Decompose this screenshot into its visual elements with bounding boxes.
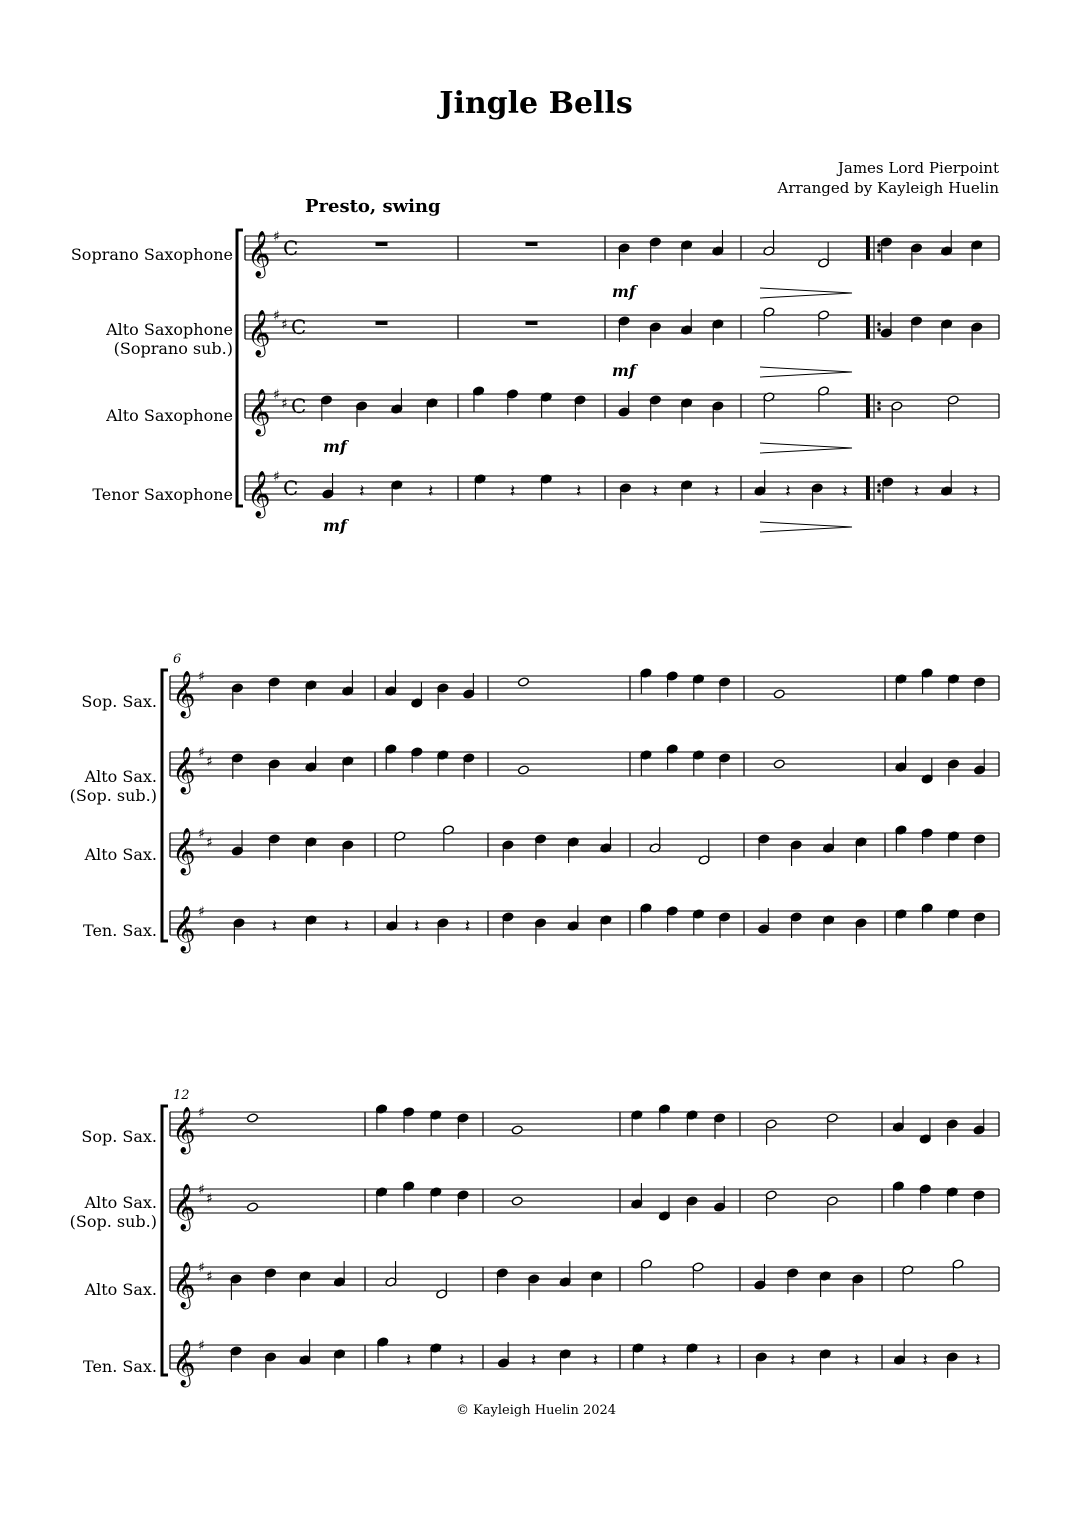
instrument-name-line: Alto Sax. (84, 845, 157, 864)
quarter-rest: 𝄽 (785, 481, 791, 502)
treble-clef: 𝄞 (172, 1107, 196, 1153)
sharp-accidental: ♯ (198, 745, 205, 761)
treble-clef: 𝄞 (172, 1184, 196, 1230)
measure-number: 12 (173, 1088, 190, 1103)
time-signature: C (283, 236, 299, 260)
time-signature: C (291, 315, 307, 339)
dynamic-mf: mf (612, 282, 636, 301)
instrument-name-line: Ten. Sax. (83, 1357, 157, 1376)
decrescendo-hairpin (760, 367, 852, 377)
treble-clef: 𝄞 (172, 747, 196, 793)
multi-rest (376, 321, 388, 325)
instrument-name-line: (Soprano sub.) (113, 339, 233, 358)
note-head (773, 689, 785, 699)
treble-clef: 𝄞 (172, 1340, 196, 1386)
note-head (511, 1196, 523, 1206)
instrument-name-line: Tenor Saxophone (92, 485, 233, 504)
dynamic-mf: mf (323, 516, 347, 535)
repeat-dot (877, 243, 881, 247)
repeat-dot (877, 328, 881, 332)
treble-clef: 𝄞 (172, 906, 196, 952)
sharp-accidental: ♯ (273, 387, 280, 403)
tempo-marking: Presto, swing (305, 196, 441, 217)
time-signature: C (283, 476, 299, 500)
treble-clef: 𝄞 (172, 828, 196, 874)
quarter-rest: 𝄽 (913, 481, 920, 502)
system-bracket (162, 670, 168, 941)
page-title: Jingle Bells (439, 86, 633, 121)
note-head (773, 759, 785, 769)
instrument-name-line: Ten. Sax. (83, 921, 157, 940)
treble-clef: 𝄞 (172, 671, 196, 717)
quarter-rest: 𝄽 (713, 481, 720, 502)
repeat-thick-bar (866, 394, 870, 418)
arranger: Arranged by Kayleigh Huelin (777, 179, 999, 197)
instrument-name-line: Alto Sax. (84, 1280, 157, 1299)
instrument-name-line: Soprano Saxophone (70, 245, 233, 264)
multi-rest (526, 242, 538, 246)
quarter-rest: 𝄽 (509, 481, 516, 502)
repeat-dot (877, 407, 881, 411)
quarter-rest: 𝄽 (343, 916, 350, 937)
quarter-rest: 𝄽 (427, 481, 434, 502)
sharp-accidental: ♯ (198, 1338, 205, 1354)
multi-rest (376, 242, 388, 246)
treble-clef: 𝄞 (247, 471, 271, 517)
dynamic-mf: mf (612, 361, 636, 380)
quarter-rest: 𝄽 (458, 1350, 465, 1371)
sharp-accidental: ♯ (198, 1182, 205, 1198)
note-head (518, 765, 530, 775)
treble-clef: 𝄞 (247, 310, 271, 356)
treble-clef: 𝄞 (172, 1262, 196, 1308)
quarter-rest: 𝄽 (405, 1350, 412, 1371)
instrument-name-line: Sop. Sax. (81, 692, 157, 711)
repeat-dot (877, 322, 881, 326)
quarter-rest: 𝄽 (464, 916, 471, 937)
instrument-name-line: (Sop. sub.) (69, 1212, 157, 1231)
sharp-accidental: ♯ (198, 904, 205, 920)
sharp-accidental: ♯ (206, 835, 213, 851)
sharp-accidental: ♯ (281, 317, 288, 333)
decrescendo-hairpin (760, 443, 852, 453)
repeat-dot (877, 249, 881, 253)
instrument-name-line: Alto Sax. (84, 767, 157, 786)
dynamic-mf: mf (323, 437, 347, 456)
quarter-rest: 𝄽 (715, 1350, 722, 1371)
quarter-rest: 𝄽 (853, 1350, 860, 1371)
note-head (518, 677, 530, 687)
sharp-accidental: ♯ (206, 1191, 213, 1207)
treble-clef: 𝄞 (247, 389, 271, 435)
system-bracket (162, 1106, 168, 1375)
composer: James Lord Pierpoint (837, 159, 999, 177)
repeat-thick-bar (866, 315, 870, 339)
quarter-rest: 𝄽 (652, 481, 659, 502)
sharp-accidental: ♯ (273, 308, 280, 324)
sharp-accidental: ♯ (198, 1260, 205, 1276)
quarter-rest: 𝄽 (271, 916, 278, 937)
repeat-thick-bar (866, 476, 870, 500)
sharp-accidental: ♯ (198, 826, 205, 842)
sharp-accidental: ♯ (198, 669, 205, 685)
sharp-accidental: ♯ (273, 469, 280, 485)
quarter-rest: 𝄽 (922, 1350, 928, 1371)
instrument-name-line: Alto Saxophone (106, 406, 233, 425)
copyright: © Kayleigh Huelin 2024 (455, 1403, 617, 1418)
quarter-rest: 𝄽 (661, 1350, 668, 1371)
decrescendo-hairpin (760, 522, 852, 532)
instrument-name-line: Alto Saxophone (106, 320, 233, 339)
sharp-accidental: ♯ (206, 1269, 213, 1285)
note-head (247, 1202, 259, 1212)
quarter-rest: 𝄽 (576, 481, 582, 502)
sharp-accidental: ♯ (206, 754, 213, 770)
repeat-dot (877, 483, 881, 487)
instrument-name-line: Alto Sax. (84, 1193, 157, 1212)
quarter-rest: 𝄽 (975, 1350, 981, 1371)
quarter-rest: 𝄽 (531, 1350, 537, 1371)
note-head (247, 1113, 259, 1123)
quarter-rest: 𝄽 (842, 481, 848, 502)
repeat-thick-bar (866, 236, 870, 260)
quarter-rest: 𝄽 (359, 481, 365, 502)
time-signature: C (291, 394, 307, 418)
decrescendo-hairpin (760, 288, 852, 298)
measure-number: 6 (173, 652, 182, 667)
sharp-accidental: ♯ (273, 229, 280, 245)
repeat-dot (877, 489, 881, 493)
quarter-rest: 𝄽 (972, 481, 979, 502)
instrument-name-line: Sop. Sax. (81, 1127, 157, 1146)
sharp-accidental: ♯ (198, 1105, 205, 1121)
multi-rest (526, 321, 538, 325)
sharp-accidental: ♯ (281, 396, 288, 412)
repeat-dot (877, 401, 881, 405)
instrument-name-line: (Sop. sub.) (69, 786, 157, 805)
system-bracket (237, 230, 243, 506)
quarter-rest: 𝄽 (789, 1350, 796, 1371)
note-head (511, 1125, 523, 1135)
quarter-rest: 𝄽 (592, 1350, 599, 1371)
quarter-rest: 𝄽 (413, 916, 420, 937)
treble-clef: 𝄞 (247, 231, 271, 277)
